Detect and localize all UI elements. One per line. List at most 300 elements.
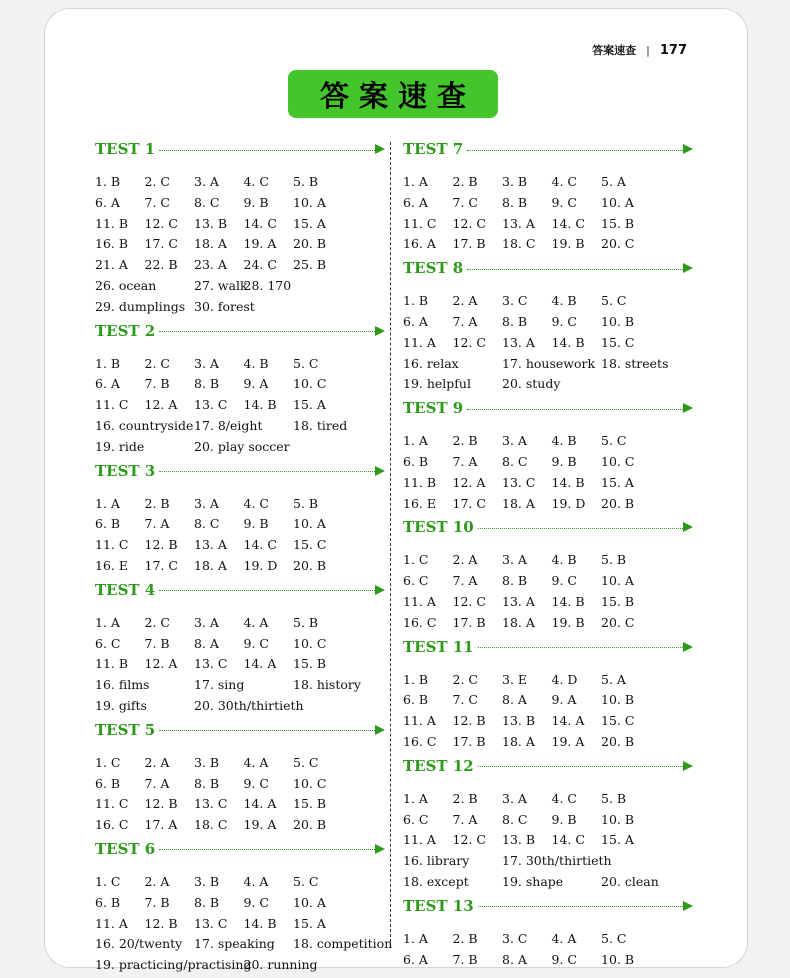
answer-row	[403, 234, 693, 255]
answer-row	[95, 374, 385, 395]
answer-row	[403, 851, 693, 872]
answer-row	[95, 193, 385, 214]
answer-row	[403, 872, 693, 893]
answer-item: 15. A	[293, 397, 326, 413]
answer-item: 12. C	[452, 593, 486, 609]
answer-item: 10. C	[601, 453, 635, 469]
test-heading	[403, 257, 693, 279]
test-label: TEST 12	[403, 756, 474, 775]
answer-item: 10. C	[293, 376, 327, 392]
answer-row	[95, 955, 385, 976]
arrow-right-icon	[375, 725, 385, 735]
test-label: TEST 6	[95, 839, 156, 858]
answer-item: 10. C	[293, 635, 327, 651]
answer-item: 2. C	[144, 355, 170, 371]
dotted-leader	[467, 409, 683, 410]
answer-item: 14. C	[551, 832, 585, 848]
answer-item: 14. C	[243, 215, 277, 231]
answer-row	[403, 374, 693, 395]
answer-item: 2. C	[144, 174, 170, 189]
answer-item: 18. C	[194, 817, 228, 833]
answer-item: 14. B	[551, 334, 585, 350]
right-column	[403, 138, 693, 972]
answer-item: 1. B	[95, 174, 121, 189]
answer-row	[95, 416, 385, 437]
answer-row	[95, 395, 385, 416]
answer-item: 5. A	[601, 671, 626, 687]
answer-item: 11. A	[403, 334, 436, 350]
answer-item: 20. B	[293, 557, 327, 573]
answer-row	[403, 473, 693, 494]
answer-item: 5. B	[293, 174, 319, 189]
test-label: TEST 13	[403, 896, 474, 915]
answer-item: 12. B	[144, 537, 178, 553]
answer-item: 3. B	[194, 754, 220, 770]
answer-item: 8. A	[194, 635, 219, 651]
answer-item: 6. B	[95, 516, 121, 532]
answer-item: 12. A	[144, 656, 178, 672]
test-label: TEST 3	[95, 461, 156, 480]
answer-item: 9. A	[551, 692, 577, 708]
answer-item: 6. B	[95, 894, 121, 910]
answer-item: 5. C	[601, 930, 627, 946]
answer-item: 7. B	[144, 635, 170, 651]
answer-item: 4. A	[243, 873, 269, 889]
answer-item: 8. A	[502, 951, 527, 967]
answer-item: 20. 30th/thirtieth	[194, 697, 304, 713]
answer-item: 12. C	[452, 215, 486, 231]
answer-row	[95, 514, 385, 535]
answer-row	[403, 312, 693, 333]
left-column	[95, 138, 393, 978]
answer-item: 7. C	[452, 692, 478, 708]
answer-item: 19. shape	[502, 873, 564, 889]
answer-item: 4. C	[243, 495, 269, 511]
answer-row	[95, 634, 385, 655]
answer-item: 12. B	[452, 713, 486, 729]
test-label: TEST 11	[403, 637, 474, 656]
answer-row	[95, 297, 385, 318]
answer-item: 17. C	[144, 236, 178, 252]
dotted-leader	[478, 528, 683, 529]
answer-item: 11. C	[403, 215, 437, 231]
dotted-leader	[159, 331, 375, 332]
answer-row	[95, 753, 385, 774]
answer-row	[95, 613, 385, 634]
test-label: TEST 5	[95, 720, 156, 739]
answer-item: 3. B	[194, 873, 220, 889]
answer-item: 4. A	[243, 614, 269, 630]
arrow-right-icon	[375, 326, 385, 336]
answer-item: 3. C	[502, 930, 528, 946]
answer-item: 20. clean	[601, 873, 659, 889]
answer-item: 16. A	[403, 236, 436, 252]
test-label: TEST 4	[95, 580, 156, 599]
answer-item: 15. B	[293, 656, 327, 672]
answer-item: 13. B	[502, 713, 536, 729]
answer-item: 8. C	[194, 516, 220, 532]
answer-item: 19. practicing/practising	[95, 957, 252, 973]
answer-item: 18. A	[194, 557, 227, 573]
dotted-leader	[159, 730, 375, 731]
answer-row	[95, 276, 385, 297]
answer-row	[95, 172, 385, 193]
answer-item: 12. B	[144, 915, 178, 931]
answer-item: 4. B	[551, 293, 577, 309]
answer-item: 5. C	[601, 293, 627, 309]
answer-item: 13. C	[194, 796, 228, 812]
answer-item: 8. B	[502, 313, 528, 329]
test-label: TEST 10	[403, 518, 474, 537]
answer-item: 2. B	[452, 930, 478, 946]
arrow-right-icon	[683, 403, 693, 413]
answer-item: 10. B	[601, 951, 635, 967]
answer-item: 3. E	[502, 671, 528, 687]
arrow-right-icon	[375, 466, 385, 476]
dotted-leader	[467, 269, 683, 270]
answer-row	[403, 810, 693, 831]
test-heading	[403, 755, 693, 777]
answer-item: 1. C	[95, 873, 121, 889]
answer-row	[403, 711, 693, 732]
answer-item: 16. B	[95, 236, 129, 252]
answer-item: 15. B	[293, 796, 327, 812]
answer-item: 17. B	[452, 614, 486, 630]
answer-item: 18. A	[194, 236, 227, 252]
answer-row	[95, 255, 385, 276]
answer-item: 8. B	[502, 194, 528, 210]
banner-title: 答案速查	[288, 70, 498, 118]
answer-item: 4. B	[551, 433, 577, 449]
answer-row	[403, 333, 693, 354]
answer-row	[403, 452, 693, 473]
answer-item: 14. B	[243, 915, 277, 931]
test-label: TEST 7	[403, 140, 464, 158]
answer-row	[95, 893, 385, 914]
answer-item: 19. helpful	[403, 376, 471, 392]
answer-item: 28. 170	[243, 277, 292, 293]
answer-item: 18. history	[293, 677, 361, 693]
answer-item: 1. A	[403, 174, 428, 189]
answer-item: 5. C	[601, 433, 627, 449]
answer-item: 6. A	[95, 194, 120, 210]
answer-item: 7. A	[144, 516, 170, 532]
answer-item: 20. play soccer	[194, 438, 290, 454]
answer-item: 3. B	[502, 174, 528, 189]
test-heading	[403, 895, 693, 917]
answer-item: 15. C	[293, 537, 327, 553]
answer-row	[95, 872, 385, 893]
answer-row	[403, 830, 693, 851]
answer-item: 15. B	[601, 215, 635, 231]
answer-item: 13. A	[502, 215, 535, 231]
test-label: TEST 1	[95, 140, 156, 158]
answer-item: 9. B	[551, 453, 577, 469]
answer-item: 11. C	[95, 796, 129, 812]
answer-item: 4. A	[551, 930, 577, 946]
answer-item: 15. B	[601, 593, 635, 609]
answer-item: 17. C	[144, 557, 178, 573]
answer-item: 17. housework	[502, 355, 596, 371]
answer-row	[403, 950, 693, 971]
answer-item: 1. C	[95, 754, 121, 770]
answer-row	[403, 214, 693, 235]
answer-item: 9. C	[551, 573, 577, 589]
answer-item: 6. B	[95, 775, 121, 791]
answer-item: 9. B	[243, 194, 269, 210]
answer-item: 8. B	[194, 376, 220, 392]
dotted-leader	[478, 906, 683, 907]
dotted-leader	[467, 150, 683, 151]
answer-row	[403, 354, 693, 375]
answer-item: 6. C	[403, 811, 429, 827]
answer-row	[403, 291, 693, 312]
answer-item: 5. B	[293, 614, 319, 630]
answer-item: 16. library	[403, 853, 470, 869]
answer-item: 11. A	[403, 832, 436, 848]
answer-item: 12. C	[144, 215, 178, 231]
answer-item: 7. C	[144, 194, 170, 210]
answer-row	[403, 494, 693, 515]
answer-item: 15. A	[601, 832, 634, 848]
test-heading	[403, 636, 693, 658]
answer-row	[95, 354, 385, 375]
answer-item: 19. A	[243, 236, 277, 252]
test-label: TEST 2	[95, 321, 156, 340]
dotted-leader	[159, 150, 375, 151]
answer-item: 10. A	[601, 194, 634, 210]
answer-item: 12. C	[452, 832, 486, 848]
arrow-right-icon	[683, 761, 693, 771]
answer-item: 19. ride	[95, 438, 145, 454]
answer-item: 22. B	[144, 257, 178, 273]
answer-item: 19. gifts	[95, 697, 147, 713]
answer-item: 9. C	[243, 894, 269, 910]
answer-item: 4. D	[551, 671, 578, 687]
arrow-right-icon	[375, 144, 385, 154]
answer-item: 2. A	[452, 552, 478, 568]
answer-item: 16. E	[403, 495, 436, 511]
answer-item: 9. C	[243, 775, 269, 791]
answer-item: 18. except	[403, 873, 469, 889]
answer-item: 1. B	[403, 671, 429, 687]
test-heading	[403, 516, 693, 538]
answer-item: 16. E	[95, 557, 128, 573]
answer-item: 13. C	[194, 656, 228, 672]
answer-row	[95, 437, 385, 458]
answer-item: 6. C	[403, 573, 429, 589]
answer-item: 3. A	[194, 174, 219, 189]
answer-item: 2. B	[452, 174, 478, 189]
answer-item: 13. C	[194, 915, 228, 931]
answer-row	[403, 789, 693, 810]
answer-item: 3. A	[502, 552, 527, 568]
answer-item: 17. speaking	[194, 936, 275, 952]
arrow-right-icon	[683, 522, 693, 532]
arrow-right-icon	[375, 844, 385, 854]
answer-item: 16. countryside	[95, 417, 194, 433]
answer-item: 8. C	[502, 453, 528, 469]
answer-item: 6. C	[95, 635, 121, 651]
answer-item: 18. competition	[293, 936, 393, 952]
answer-item: 11. A	[403, 593, 436, 609]
answer-item: 11. A	[403, 713, 436, 729]
answer-row	[403, 172, 693, 193]
answer-item: 3. A	[502, 790, 527, 806]
arrow-right-icon	[375, 585, 385, 595]
answer-item: 29. dumplings	[95, 298, 186, 314]
answer-item: 7. A	[452, 573, 478, 589]
dotted-leader	[478, 647, 683, 648]
answer-item: 13. A	[194, 537, 227, 553]
answer-row	[95, 494, 385, 515]
answer-item: 7. B	[452, 951, 478, 967]
answer-item: 12. A	[144, 397, 178, 413]
arrow-right-icon	[683, 642, 693, 652]
answer-item: 15. A	[293, 215, 326, 231]
answer-item: 20. study	[502, 376, 561, 392]
answer-item: 3. A	[194, 355, 219, 371]
test-heading	[95, 579, 385, 601]
answer-item: 2. A	[144, 754, 170, 770]
answer-item: 13. C	[194, 397, 228, 413]
answer-item: 5. B	[601, 790, 627, 806]
answer-item: 2. A	[452, 293, 478, 309]
answer-item: 20. B	[601, 733, 635, 749]
answer-item: 7. C	[452, 194, 478, 210]
answer-item: 6. B	[403, 453, 429, 469]
answer-item: 7. A	[452, 313, 478, 329]
answer-item: 13. C	[502, 474, 536, 490]
answer-item: 11. B	[95, 215, 129, 231]
page-number: 177	[659, 42, 687, 58]
answer-item: 13. A	[502, 334, 535, 350]
answer-item: 16. films	[95, 677, 150, 693]
answer-item: 11. C	[95, 537, 129, 553]
answer-item: 14. A	[551, 713, 585, 729]
answer-item: 1. A	[403, 433, 428, 449]
answer-row	[95, 214, 385, 235]
answer-item: 5. A	[601, 174, 626, 189]
answer-item: 20. B	[601, 495, 635, 511]
answer-item: 24. C	[243, 257, 277, 273]
dotted-leader	[159, 849, 375, 850]
answer-item: 1. B	[403, 293, 429, 309]
answer-item: 19. A	[551, 733, 585, 749]
answer-item: 11. B	[403, 474, 437, 490]
answer-item: 14. B	[243, 397, 277, 413]
answer-item: 20. C	[601, 614, 635, 630]
test-heading	[95, 719, 385, 741]
answer-item: 17. A	[144, 817, 178, 833]
answer-item: 23. A	[194, 257, 227, 273]
answer-row	[403, 732, 693, 753]
answer-item: 9. C	[551, 951, 577, 967]
answer-row	[95, 675, 385, 696]
answer-item: 14. B	[551, 593, 585, 609]
answer-item: 8. B	[194, 775, 220, 791]
answer-item: 13. B	[502, 832, 536, 848]
answer-row	[403, 431, 693, 452]
answer-item: 3. A	[194, 614, 219, 630]
dotted-leader	[478, 766, 683, 767]
answer-item: 16. C	[95, 817, 129, 833]
answer-item: 4. C	[243, 174, 269, 189]
answer-row	[95, 535, 385, 556]
answer-item: 10. C	[293, 775, 327, 791]
answer-item: 20. B	[293, 817, 327, 833]
answer-item: 11. B	[95, 656, 129, 672]
answer-item: 14. B	[551, 474, 585, 490]
answer-item: 8. B	[194, 894, 220, 910]
answer-item: 13. A	[502, 593, 535, 609]
answer-item: 18. tired	[293, 417, 348, 433]
answer-item: 7. A	[452, 811, 478, 827]
dotted-leader	[159, 590, 375, 591]
answer-row	[95, 815, 385, 836]
answer-item: 5. C	[293, 355, 319, 371]
answer-item: 12. C	[452, 334, 486, 350]
answer-item: 17. B	[452, 236, 486, 252]
test-heading	[403, 397, 693, 419]
answer-item: 27. walk	[194, 277, 248, 293]
answer-item: 10. B	[601, 313, 635, 329]
answer-item: 17. B	[452, 733, 486, 749]
answer-item: 19. D	[551, 495, 586, 511]
answer-item: 1. A	[95, 614, 120, 630]
answer-row	[403, 193, 693, 214]
answer-item: 14. C	[243, 537, 277, 553]
answer-item: 2. A	[144, 873, 170, 889]
answer-item: 10. A	[293, 894, 326, 910]
answer-item: 18. C	[502, 236, 536, 252]
answer-row	[95, 934, 393, 955]
answer-item: 30. forest	[194, 298, 255, 314]
answer-item: 18. A	[502, 733, 535, 749]
answer-item: 17. 30th/thirtieth	[502, 853, 612, 869]
answer-item: 9. B	[243, 516, 269, 532]
answer-item: 5. B	[293, 495, 319, 511]
answer-item: 3. C	[502, 293, 528, 309]
answer-item: 11. A	[95, 915, 128, 931]
answer-item: 15. C	[601, 334, 635, 350]
answer-item: 18. A	[502, 495, 535, 511]
answer-item: 2. B	[452, 433, 478, 449]
answer-item: 18. A	[502, 614, 535, 630]
answer-item: 9. A	[243, 376, 269, 392]
answer-item: 10. A	[293, 194, 326, 210]
answer-item: 8. C	[502, 811, 528, 827]
answer-row	[95, 914, 385, 935]
answer-item: 21. A	[95, 257, 128, 273]
answer-item: 2. C	[144, 614, 170, 630]
test-heading	[403, 138, 693, 160]
answer-item: 19. A	[243, 817, 277, 833]
answer-row	[403, 571, 693, 592]
answer-item: 6. A	[95, 376, 120, 392]
test-heading	[95, 460, 385, 482]
answer-item: 8. B	[502, 573, 528, 589]
answer-item: 15. A	[601, 474, 634, 490]
answer-item: 19. D	[243, 557, 278, 573]
answer-item: 1. A	[403, 790, 428, 806]
answer-row	[403, 929, 693, 950]
answer-item: 8. A	[502, 692, 527, 708]
answer-item: 4. B	[243, 355, 269, 371]
test-heading	[95, 138, 385, 160]
answer-item: 8. C	[194, 194, 220, 210]
test-heading	[95, 320, 385, 342]
